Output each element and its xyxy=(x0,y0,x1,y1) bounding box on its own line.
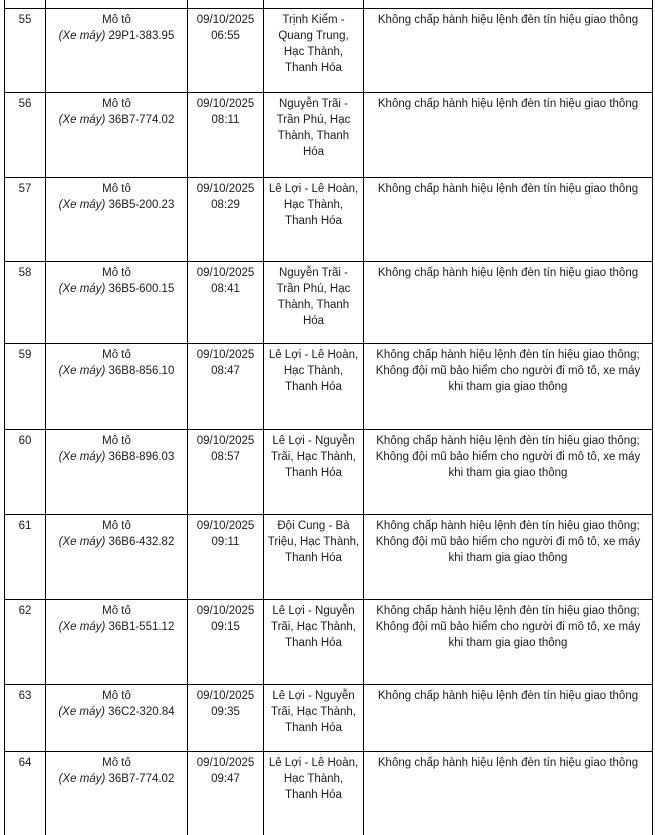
vehicle-type: Mô tô xyxy=(102,97,131,110)
violations-table xyxy=(4,0,653,835)
violation-date: 09/10/2025 xyxy=(196,348,255,361)
violation-time: 06:55 xyxy=(211,29,240,42)
vehicle-plate: 36B1-551.12 xyxy=(108,620,175,633)
cell-stt xyxy=(5,261,46,343)
cell-violation xyxy=(364,684,653,751)
row-number: 55 xyxy=(18,13,32,26)
cell-datetime xyxy=(188,429,264,514)
cell-vehicle xyxy=(46,261,188,343)
violation-date: 09/10/2025 xyxy=(196,182,255,195)
cell-location xyxy=(264,177,364,261)
violation-location: Nguyễn Trãi - Trần Phú, Hạc Thành, Thanh Hóa xyxy=(276,97,351,158)
violation-text: Không đội mũ bảo hiểm cho người đi mô tô, xe máy khi tham gia giao thông xyxy=(375,450,641,479)
vehicle-plate: 36B8-856.10 xyxy=(108,364,175,377)
cell-stt xyxy=(5,343,46,429)
cell-stt xyxy=(5,92,46,177)
violation-text: Không chấp hành hiệu lệnh đèn tín hiệu giao thông xyxy=(377,266,639,279)
cell-vehicle xyxy=(46,92,188,177)
violation-location: Lê Lợi - Nguyễn Trãi, Hạc Thành, Thanh Hóa xyxy=(270,434,356,479)
cell-violation xyxy=(364,0,653,8)
cell-datetime xyxy=(188,751,264,835)
vehicle-plate-line xyxy=(49,112,184,128)
cell-location xyxy=(264,0,364,8)
violation-text: Không chấp hành hiệu lệnh đèn tín hiệu giao thông; xyxy=(376,604,640,617)
violation-date: 09/10/2025 xyxy=(196,756,255,769)
violation-date: 09/10/2025 xyxy=(196,97,255,110)
row-number: 58 xyxy=(18,266,32,279)
violation-text: Không chấp hành hiệu lệnh đèn tín hiệu giao thông xyxy=(377,97,639,110)
vehicle-plate: 36B5-200.23 xyxy=(108,198,175,211)
violation-time: 08:57 xyxy=(211,450,240,463)
cell-location xyxy=(264,684,364,751)
table-row-partial xyxy=(5,0,653,8)
table-row xyxy=(5,599,653,684)
table-row xyxy=(5,751,653,835)
violation-time: 09:11 xyxy=(211,535,240,548)
violation-text: Không chấp hành hiệu lệnh đèn tín hiệu giao thông xyxy=(377,182,639,195)
violation-text: Không chấp hành hiệu lệnh đèn tín hiệu giao thông; xyxy=(376,519,640,532)
vehicle-plate: 36C2-320.84 xyxy=(108,705,175,718)
violation-text: Không đội mũ bảo hiểm cho người đi mô tô, xe máy khi tham gia giao thông xyxy=(375,620,641,649)
cell-violation xyxy=(364,92,653,177)
violation-location: Lê Lợi - Lê Hoàn, Hạc Thành, Thanh Hóa xyxy=(268,756,359,801)
violation-text: Không chấp hành hiệu lệnh đèn tín hiệu giao thông xyxy=(377,689,639,702)
table-row xyxy=(5,343,653,429)
vehicle-note: (Xe máy) xyxy=(58,772,106,785)
violation-location: Lê Lợi - Nguyễn Trãi, Hạc Thành, Thanh Hóa xyxy=(270,604,356,649)
violation-text: Không đội mũ bảo hiểm cho người đi mô tô, xe máy khi tham gia giao thông xyxy=(375,535,641,564)
cell-location xyxy=(264,751,364,835)
cell-stt xyxy=(5,429,46,514)
violation-text: Không đội mũ bảo hiểm cho người đi mô tô, xe máy khi tham gia giao thông xyxy=(375,364,641,393)
vehicle-plate: 36B8-896.03 xyxy=(108,450,175,463)
vehicle-plate-line xyxy=(49,771,184,787)
row-number: 60 xyxy=(18,434,32,447)
vehicle-plate-line xyxy=(49,704,184,720)
cell-location xyxy=(264,261,364,343)
vehicle-plate: 36B7-774.02 xyxy=(108,772,175,785)
violation-location: Lê Lợi - Nguyễn Trãi, Hạc Thành, Thanh Hóa xyxy=(270,689,356,734)
vehicle-plate-line xyxy=(49,619,184,635)
vehicle-plate: 36B6-432.82 xyxy=(108,535,175,548)
vehicle-type: Mô tô xyxy=(102,182,131,195)
cell-vehicle xyxy=(46,8,188,92)
cell-vehicle xyxy=(46,751,188,835)
cell-violation xyxy=(364,429,653,514)
violation-date: 09/10/2025 xyxy=(196,434,255,447)
violation-time: 09:35 xyxy=(211,705,240,718)
vehicle-plate: 36B5-600.15 xyxy=(108,282,175,295)
cell-violation xyxy=(364,514,653,599)
cell-stt xyxy=(5,751,46,835)
cell-datetime xyxy=(188,261,264,343)
cell-stt xyxy=(5,599,46,684)
cell-violation xyxy=(364,751,653,835)
vehicle-note: (Xe máy) xyxy=(58,705,105,718)
vehicle-note: (Xe máy) xyxy=(58,364,106,377)
cell-location xyxy=(264,599,364,684)
row-number: 64 xyxy=(18,756,32,769)
table-row xyxy=(5,8,653,92)
cell-datetime xyxy=(188,0,264,8)
cell-violation xyxy=(364,261,653,343)
cell-vehicle xyxy=(46,684,188,751)
table-row xyxy=(5,429,653,514)
vehicle-note: (Xe máy) xyxy=(58,535,106,548)
cell-location xyxy=(264,514,364,599)
row-number: 57 xyxy=(18,182,32,195)
vehicle-note: (Xe máy) xyxy=(58,29,106,42)
violation-date: 09/10/2025 xyxy=(196,13,255,26)
cell-violation xyxy=(364,599,653,684)
cell-vehicle xyxy=(46,0,188,8)
cell-datetime xyxy=(188,177,264,261)
vehicle-plate-line xyxy=(49,449,184,465)
cell-location xyxy=(264,343,364,429)
vehicle-type: Mô tô xyxy=(102,348,131,361)
violation-time: 08:29 xyxy=(211,198,240,211)
violation-date: 09/10/2025 xyxy=(196,519,255,532)
cell-vehicle xyxy=(46,599,188,684)
violation-location: Lê Lợi - Lê Hoàn, Hạc Thành, Thanh Hóa xyxy=(268,182,359,227)
vehicle-note: (Xe máy) xyxy=(58,620,106,633)
vehicle-plate-line xyxy=(49,363,184,379)
violation-location: Lê Lợi - Lê Hoàn, Hạc Thành, Thanh Hóa xyxy=(268,348,359,393)
cell-location xyxy=(264,8,364,92)
cell-violation xyxy=(364,177,653,261)
cell-vehicle xyxy=(46,514,188,599)
violation-location: Đội Cung - Bà Triệu, Hạc Thành, Thanh Hóa xyxy=(267,519,360,564)
vehicle-type: Mô tô xyxy=(102,434,131,447)
cell-stt xyxy=(5,684,46,751)
vehicle-note: (Xe máy) xyxy=(58,450,106,463)
cell-datetime xyxy=(188,514,264,599)
violation-location: Trịnh Kiểm - Quang Trung, Hạc Thành, Thanh Hóa xyxy=(278,13,349,74)
violation-time: 09:15 xyxy=(211,620,240,633)
vehicle-plate: 29P1-383.95 xyxy=(108,29,175,42)
cell-location xyxy=(264,92,364,177)
vehicle-plate-line xyxy=(49,281,184,297)
cell-location xyxy=(264,429,364,514)
vehicle-type: Mô tô xyxy=(102,266,131,279)
cell-stt xyxy=(5,0,46,8)
violation-date: 09/10/2025 xyxy=(196,604,255,617)
violation-time: 08:11 xyxy=(211,113,240,126)
table-row xyxy=(5,261,653,343)
row-number: 63 xyxy=(18,689,32,702)
table-row xyxy=(5,92,653,177)
violation-location: Nguyễn Trãi - Trần Phú, Hạc Thành, Thanh Hóa xyxy=(276,266,351,327)
cell-datetime xyxy=(188,684,264,751)
cell-stt xyxy=(5,177,46,261)
vehicle-note: (Xe máy) xyxy=(58,113,106,126)
table-row xyxy=(5,514,653,599)
cell-vehicle xyxy=(46,343,188,429)
vehicle-plate-line xyxy=(49,28,184,44)
cell-datetime xyxy=(188,599,264,684)
vehicle-plate-line xyxy=(49,197,184,213)
vehicle-type: Mô tô xyxy=(102,13,131,26)
vehicle-plate-line xyxy=(49,534,184,550)
violation-date: 09/10/2025 xyxy=(196,266,255,279)
table-row xyxy=(5,177,653,261)
row-number: 61 xyxy=(18,519,32,532)
cell-vehicle xyxy=(46,429,188,514)
violation-text: Không chấp hành hiệu lệnh đèn tín hiệu giao thông xyxy=(377,756,639,769)
violation-text: Không chấp hành hiệu lệnh đèn tín hiệu giao thông; xyxy=(376,434,640,447)
violation-time: 08:41 xyxy=(211,282,240,295)
vehicle-type: Mô tô xyxy=(102,519,131,532)
vehicle-plate: 36B7-774.02 xyxy=(108,113,175,126)
row-number: 56 xyxy=(18,97,32,110)
row-number: 62 xyxy=(18,604,32,617)
vehicle-type: Mô tô xyxy=(102,689,131,702)
cell-stt xyxy=(5,514,46,599)
cell-violation xyxy=(364,8,653,92)
vehicle-type: Mô tô xyxy=(102,756,131,769)
cell-datetime xyxy=(188,343,264,429)
vehicle-note: (Xe máy) xyxy=(58,198,106,211)
violation-time: 08:47 xyxy=(211,364,240,377)
table-row xyxy=(5,684,653,751)
cell-stt xyxy=(5,8,46,92)
cell-datetime xyxy=(188,92,264,177)
row-number: 59 xyxy=(18,348,32,361)
cell-vehicle xyxy=(46,177,188,261)
cell-violation xyxy=(364,343,653,429)
vehicle-note: (Xe máy) xyxy=(58,282,106,295)
vehicle-type: Mô tô xyxy=(102,604,131,617)
violation-text: Không chấp hành hiệu lệnh đèn tín hiệu giao thông xyxy=(377,13,639,26)
violation-date: 09/10/2025 xyxy=(196,689,255,702)
cell-datetime xyxy=(188,8,264,92)
violation-text: Không chấp hành hiệu lệnh đèn tín hiệu giao thông; xyxy=(376,348,640,361)
violation-time: 09:47 xyxy=(211,772,240,785)
